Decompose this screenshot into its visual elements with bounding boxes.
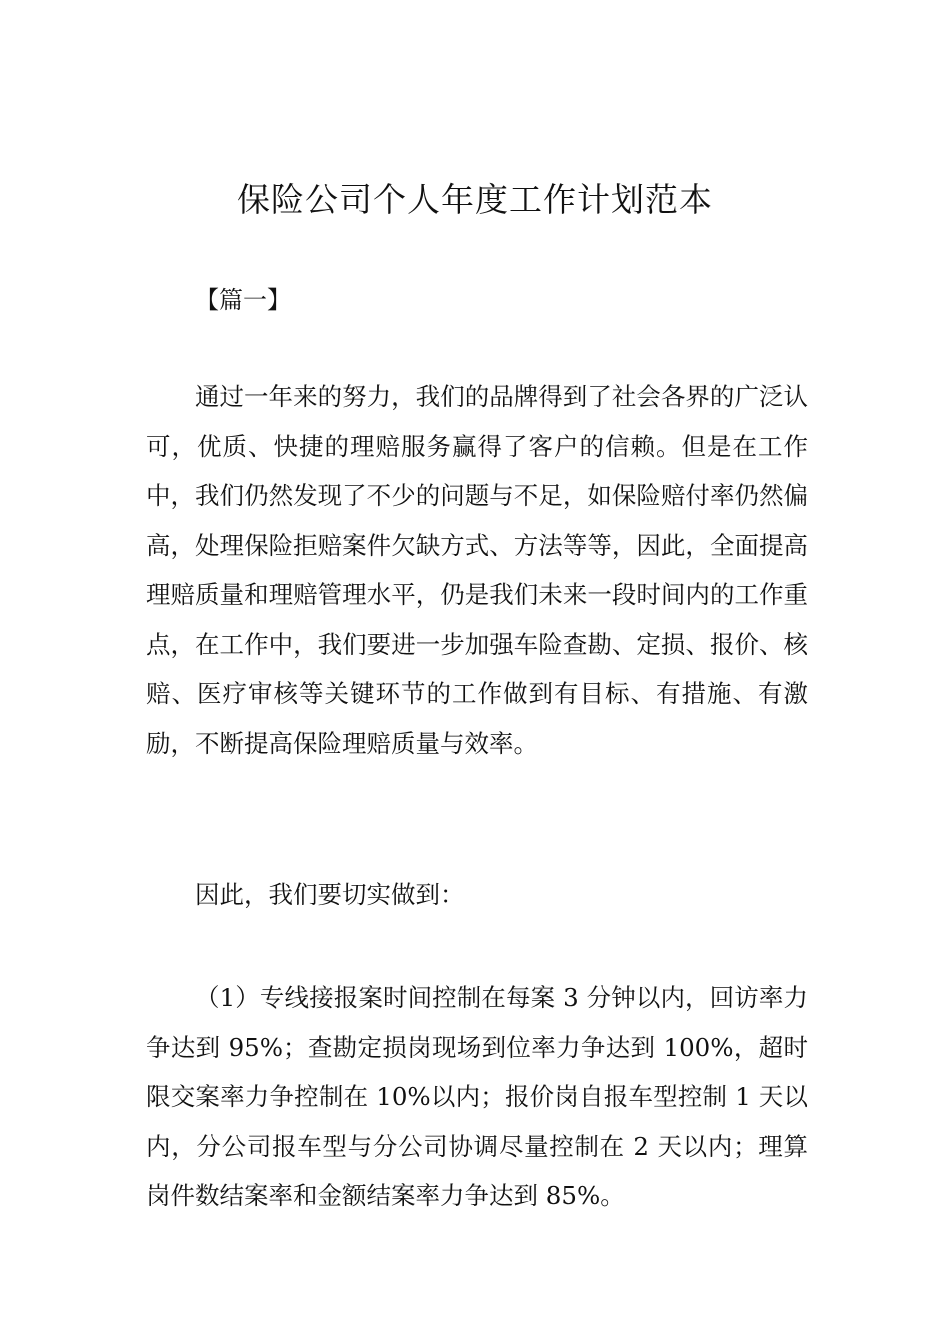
body-paragraph: 通过一年来的努力，我们的品牌得到了社会各界的广泛认可，优质、快捷的理赔服务赢得了客户的信赖。但是在工作中，我们仍然发现了不少的问题与不足，如保险赔付率仍然偏高，处理保险拒赔案件欠缺方式、方法等等，因此，全面提高理赔质量和理赔管理水平，仍是我们未来一段时间内的工作重点，在工作中，我们要进一步加强车险查勘、定损、报价、核赔、医疗审核等关键环节的工作做到有目标、有措施、有激励，不断提高保险理赔质量与效率。 bbox=[146, 382, 808, 758]
section-label: 【篇一】 bbox=[195, 286, 291, 314]
body-paragraph: 因此，我们要切实做到： bbox=[195, 880, 465, 909]
body-paragraph: （1）专线接报案时间控制在每案 3 分钟以内，回访率力争达到 95%；查勘定损岗现场到位率力争达到 100%，超时限交案率力争控制在 10%以内；报价岗自报车型控制 1 天以内，分公司报车型与分公司协调尽量控制在 2 天以内；理算岗件数结案率和金额结案率力争达到 85%。 bbox=[146, 983, 808, 1210]
document-title: 保险公司个人年度工作计划范本 bbox=[237, 180, 713, 219]
